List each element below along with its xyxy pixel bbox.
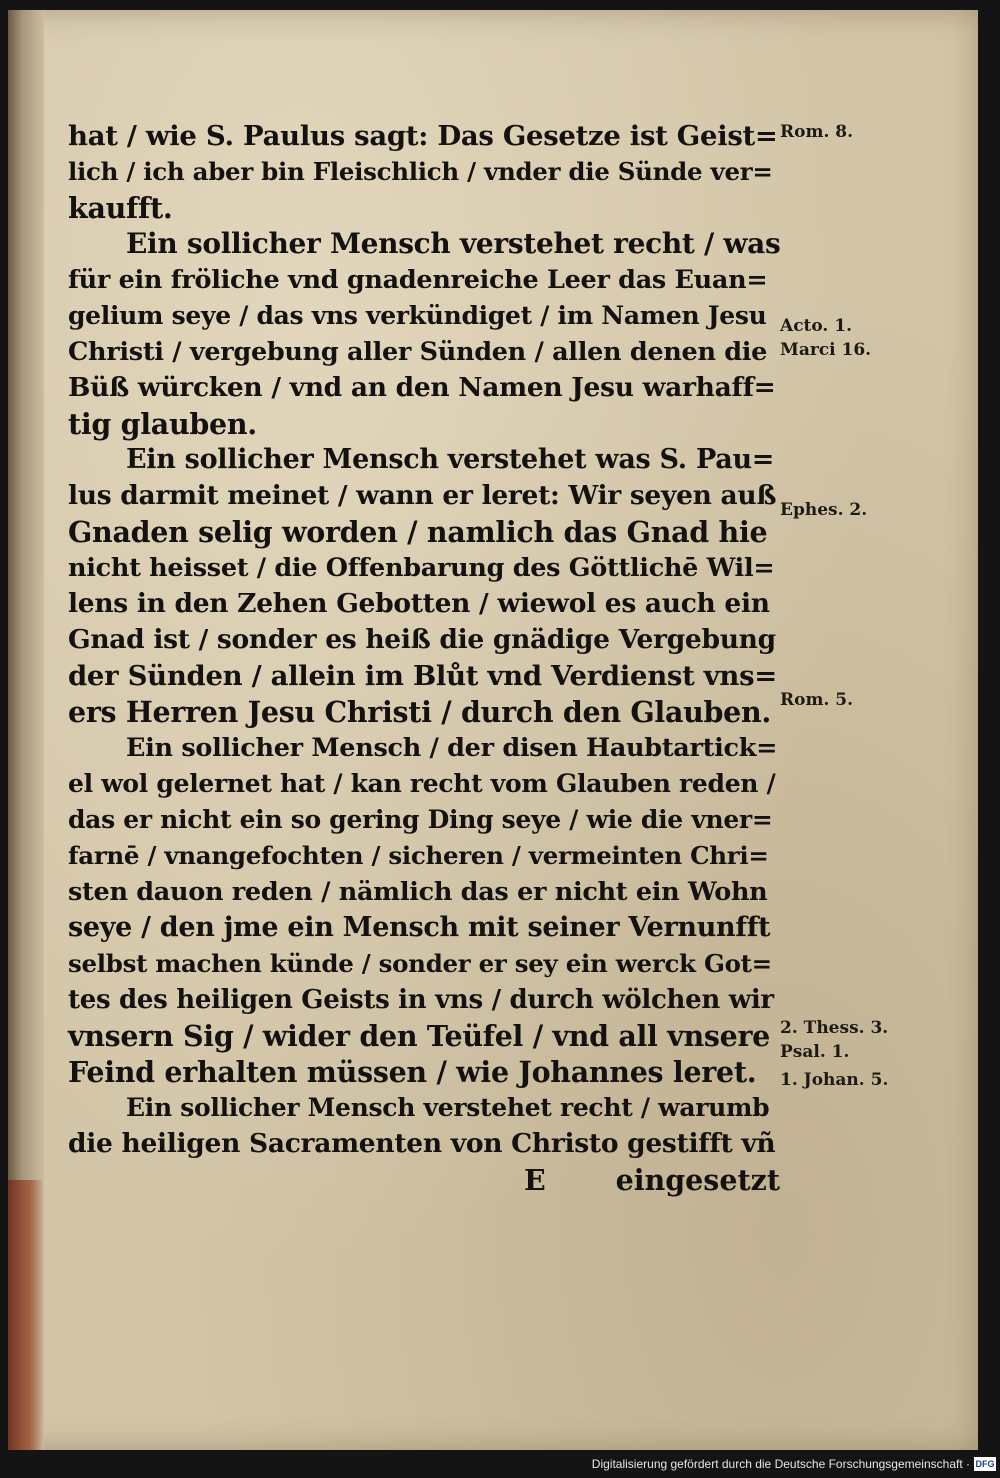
main-text-block xyxy=(68,118,780,1202)
margin-note-johan-5: 1. Johan. 5. xyxy=(780,1070,889,1090)
binding-edge xyxy=(8,1180,44,1450)
text-line: gelium seye / das vns verkündiget / im Namen Jesu xyxy=(68,301,767,330)
margin-note-thess-3: 2. Thess. 3. xyxy=(780,1018,889,1038)
text-line: Christi / vergebung aller Sünden / allen denen die xyxy=(68,337,768,367)
text-line: farnē / vnangefochten / sicheren / vermeinten Chri= xyxy=(68,841,769,870)
text-line: ers Herren Jesu Christi / durch den Glauben. xyxy=(68,695,772,729)
book-page xyxy=(8,10,978,1450)
text-line: der Sünden / allein im Blůt vnd Verdienst vns= xyxy=(68,660,778,692)
text-line: Ein sollicher Mensch / der disen Haubtartick= xyxy=(126,733,778,763)
text-line: lich / ich aber bin Fleischlich / vnder die Sünde ver= xyxy=(68,157,773,186)
margin-note-rom-5: Rom. 5. xyxy=(780,690,854,710)
text-line: Gnaden selig worden / namlich das Gnad hie xyxy=(68,515,768,549)
text-line: Ein sollicher Mensch verstehet recht / warumb xyxy=(126,1093,770,1122)
margin-note-rom-8: Rom. 8. xyxy=(780,122,854,142)
dfg-logo: DFG xyxy=(975,1459,995,1469)
funding-credit: Digitalisierung gefördert durch die Deutsche Forschungsgemeinschaft · xyxy=(591,1457,970,1471)
catchword: eingesetzt xyxy=(615,1163,780,1197)
text-line: lens in den Zehen Gebotten / wiewol es auch ein xyxy=(68,588,770,619)
margin-note-ephes-2: Ephes. 2. xyxy=(780,500,868,520)
text-line: hat / wie S. Paulus sagt: Das Gesetze ist Geist= xyxy=(68,120,778,152)
text-line: Ein sollicher Mensch verstehet recht / was xyxy=(126,227,781,260)
margin-note-psal-1: Psal. 1. xyxy=(780,1042,850,1062)
text-line: Gnad ist / sonder es heiß die gnädige Vergebung xyxy=(68,624,776,655)
text-line: el wol gelernet hat / kan recht vom Glauben reden / xyxy=(68,769,776,798)
signature-mark: E xyxy=(524,1163,546,1197)
text-line: kaufft. xyxy=(68,191,173,225)
text-line: Ein sollicher Mensch verstehet was S. Pau= xyxy=(126,444,775,475)
text-line: seye / den jme ein Mensch mit seiner Vernunfft xyxy=(68,912,771,943)
text-line: tig glauben. xyxy=(68,407,257,441)
text-line: selbst machen künde / sonder er sey ein werck Got= xyxy=(68,949,772,978)
footer-line xyxy=(68,1162,780,1202)
text-line: das er nicht ein so gering Ding seye / wie die vner= xyxy=(68,805,773,834)
text-line: vnsern Sig / wider den Teüfel / vnd all vnsere xyxy=(68,1019,771,1053)
margin-note-marci-16: Marci 16. xyxy=(780,340,872,360)
text-line: lus darmit meinet / wann er leret: Wir seyen auß xyxy=(68,480,777,511)
margin-notes xyxy=(780,10,980,1450)
margin-note-acto-1: Acto. 1. xyxy=(780,316,853,336)
text-line: die heiligen Sacramenten von Christo gestifft vñ xyxy=(68,1128,776,1159)
text-line: sten dauon reden / nämlich das er nicht ein Wohn xyxy=(68,877,768,907)
text-line: tes des heiligen Geists in vns / durch wölchen wir xyxy=(68,985,774,1015)
text-line: nicht heisset / die Offenbarung des Göttlichē Wil= xyxy=(68,553,775,583)
text-line: Büß würcken / vnd an den Namen Jesu warhaff= xyxy=(68,372,776,403)
text-line: Feind erhalten müssen / wie Johannes leret. xyxy=(68,1055,757,1089)
text-line: für ein fröliche vnd gnadenreiche Leer das Euan= xyxy=(68,265,768,295)
